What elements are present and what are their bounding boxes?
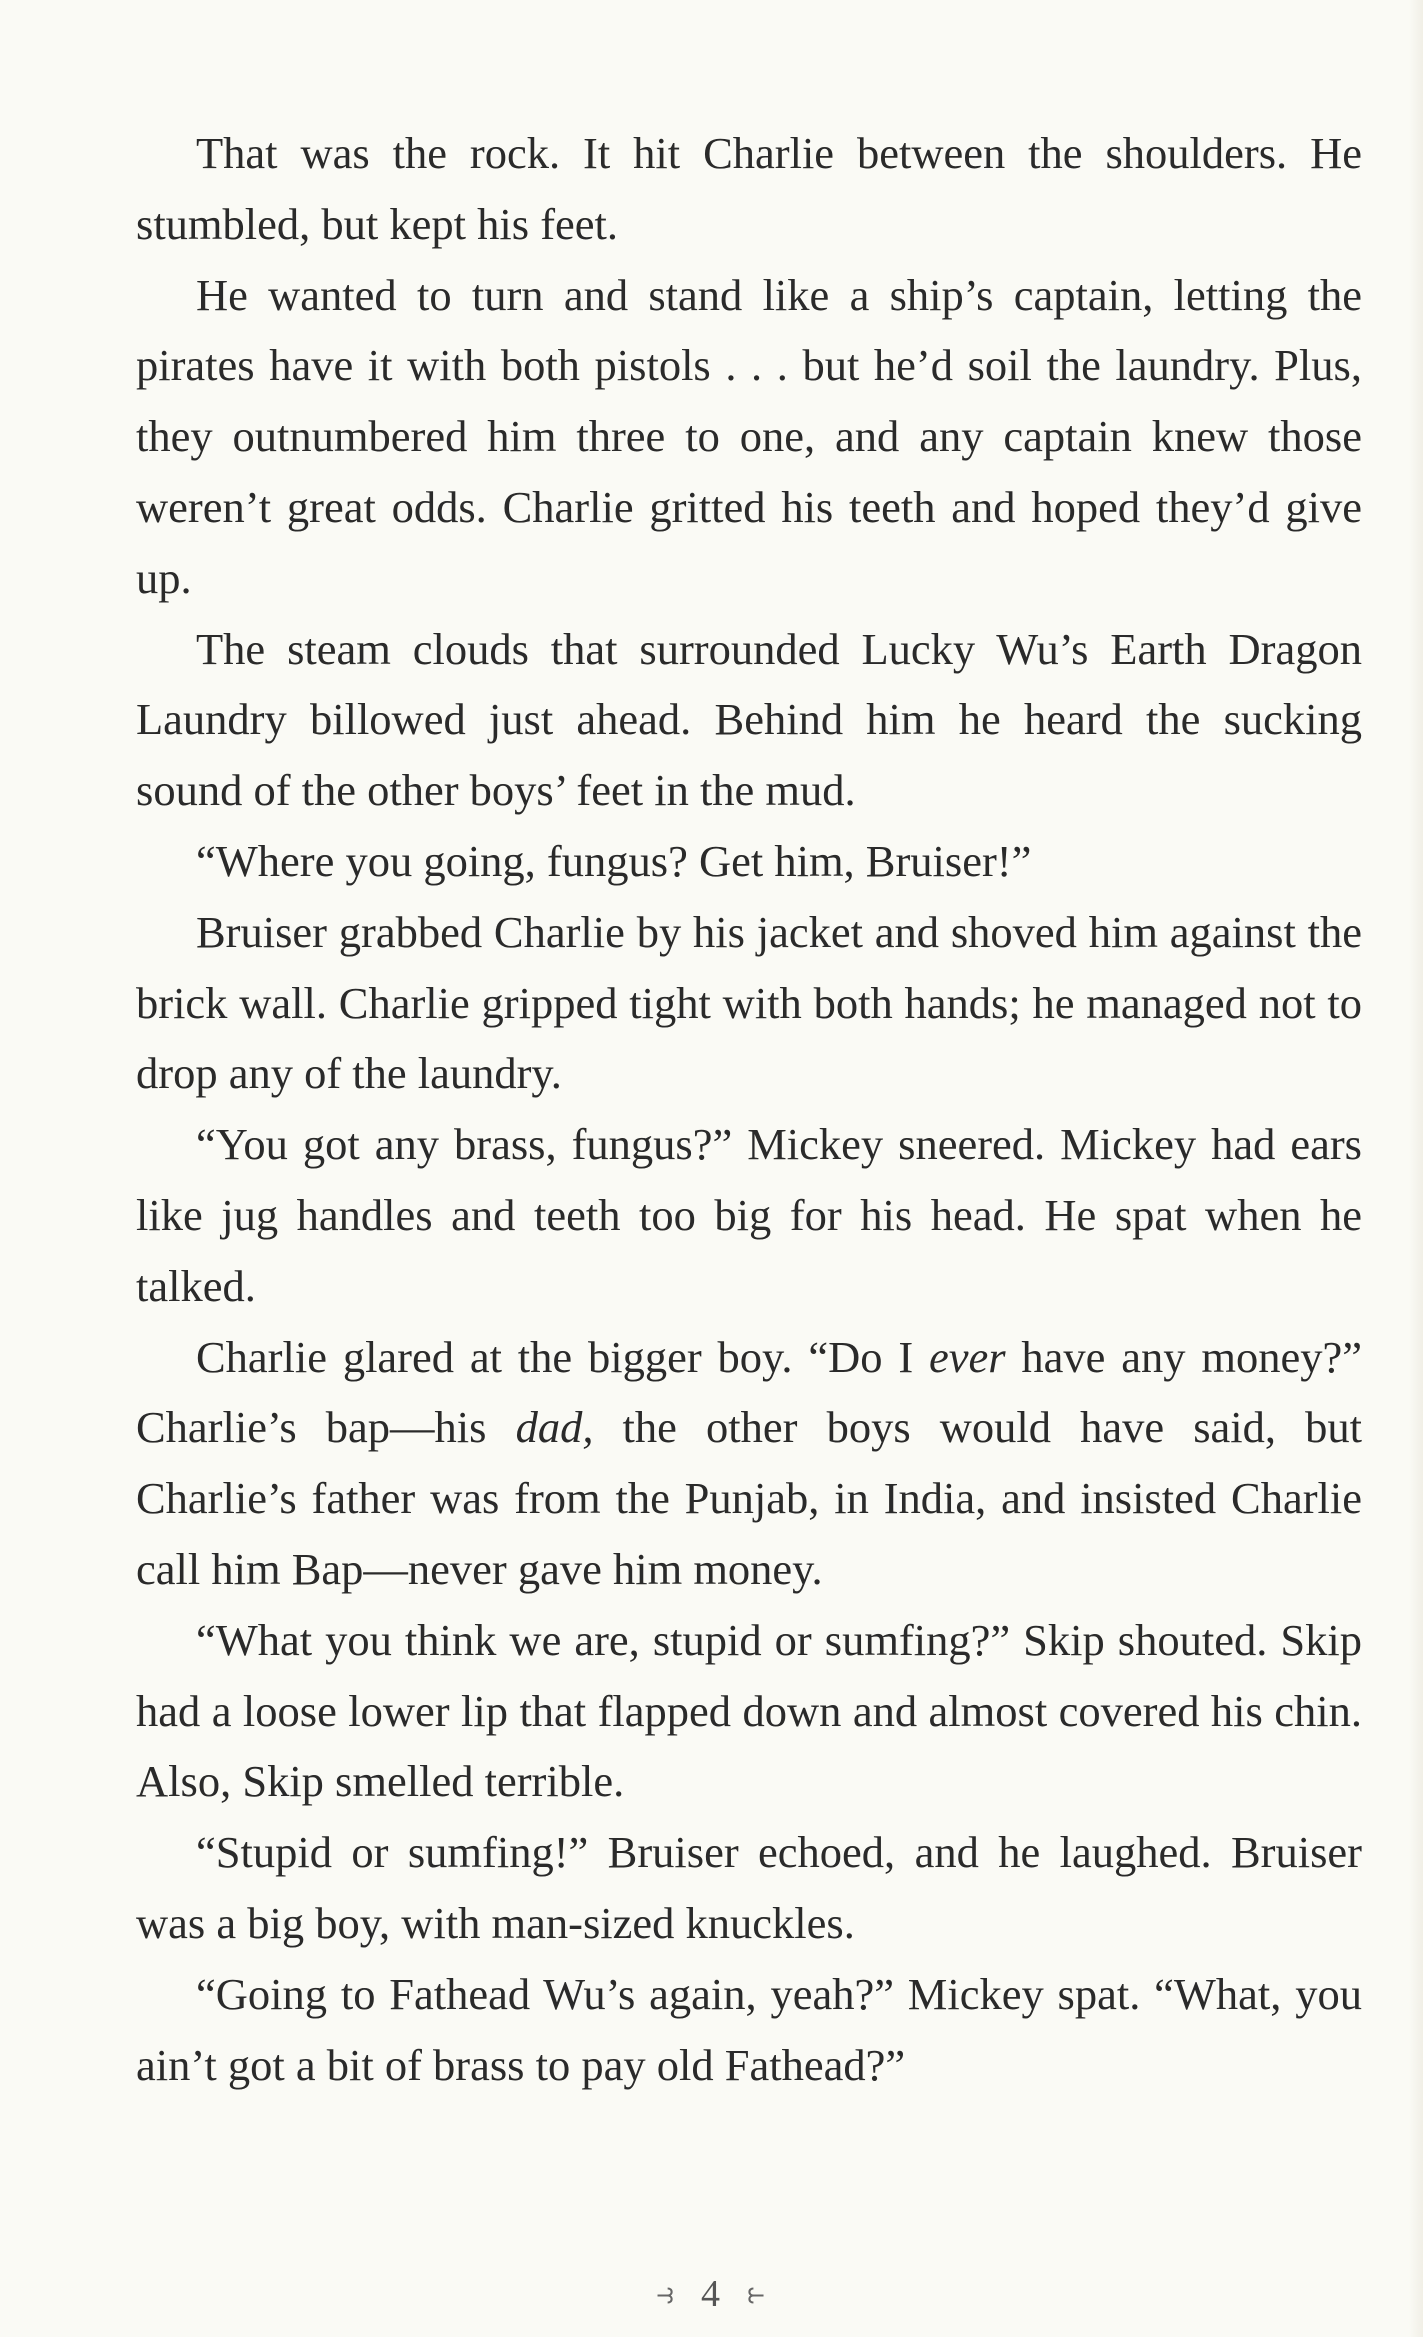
paragraph: “Going to Fathead Wu’s again, yeah?” Mickey spat. “What, you ain’t got a bit of brass to pay old Fathead?” — [136, 1968, 1362, 2090]
paragraph: He wanted to turn and stand like a ship’s captain, letting the pirates have it with both pistols . . . but he’d soil the laundry. Plus, they outnumbered him three to one, and any captain knew those weren’t great odds. Charlie gritted his teeth and hoped they’d give up. — [136, 269, 1362, 603]
page-folio — [0, 2270, 1423, 2318]
paragraph-text: the other boys would have said, but Charlie’s father was from the Punjab, in India, and insisted Charlie call him Bap—never gave him money. — [136, 1402, 1362, 1594]
body-text — [136, 118, 1362, 2100]
arrow-tail-right-ornament-icon: ⥼ — [747, 2276, 767, 2311]
page-number: 4 — [701, 2273, 722, 2315]
paragraph: “What you think we are, stupid or sumfing?” Skip shouted. Skip had a loose lower lip that flapped down and almost covered his chin. Also, Skip smelled terrible. — [136, 1614, 1362, 1807]
paragraph: Bruiser grabbed Charlie by his jacket and shoved him against the brick wall. Charlie gripped tight with both hands; he managed not to drop any of the laundry. — [136, 906, 1362, 1099]
paragraph: “Where you going, fungus? Get him, Bruiser!” — [196, 835, 1032, 886]
paragraph: “Stupid or sumfing!” Bruiser echoed, and he laughed. Bruiser was a big boy, with man-sized knuckles. — [136, 1827, 1362, 1948]
emphasis-text: ever — [929, 1331, 1006, 1382]
paragraph: The steam clouds that surrounded Lucky Wu’s Earth Dragon Laundry billowed just ahead. Behind him he heard the sucking sound of the other boys’ feet in the mud. — [136, 623, 1362, 816]
paragraph: “You got any brass, fungus?” Mickey sneered. Mickey had ears like jug handles and teeth too big for his head. He spat when he talked. — [136, 1119, 1362, 1311]
paragraph — [136, 1322, 1362, 1605]
page-edge-shadow — [1409, 0, 1423, 2337]
paragraph: That was the rock. It hit Charlie between the shoulders. He stumbled, but kept his feet. — [136, 128, 1362, 249]
paragraph-text: have any money?” Charlie’s bap—his — [136, 1331, 1362, 1453]
paragraph-text: Charlie glared at the bigger boy. “Do I — [196, 1331, 930, 1382]
emphasis-text: dad, — [515, 1402, 594, 1453]
arrow-tail-left-ornament-icon: ⥽ — [656, 2276, 676, 2311]
